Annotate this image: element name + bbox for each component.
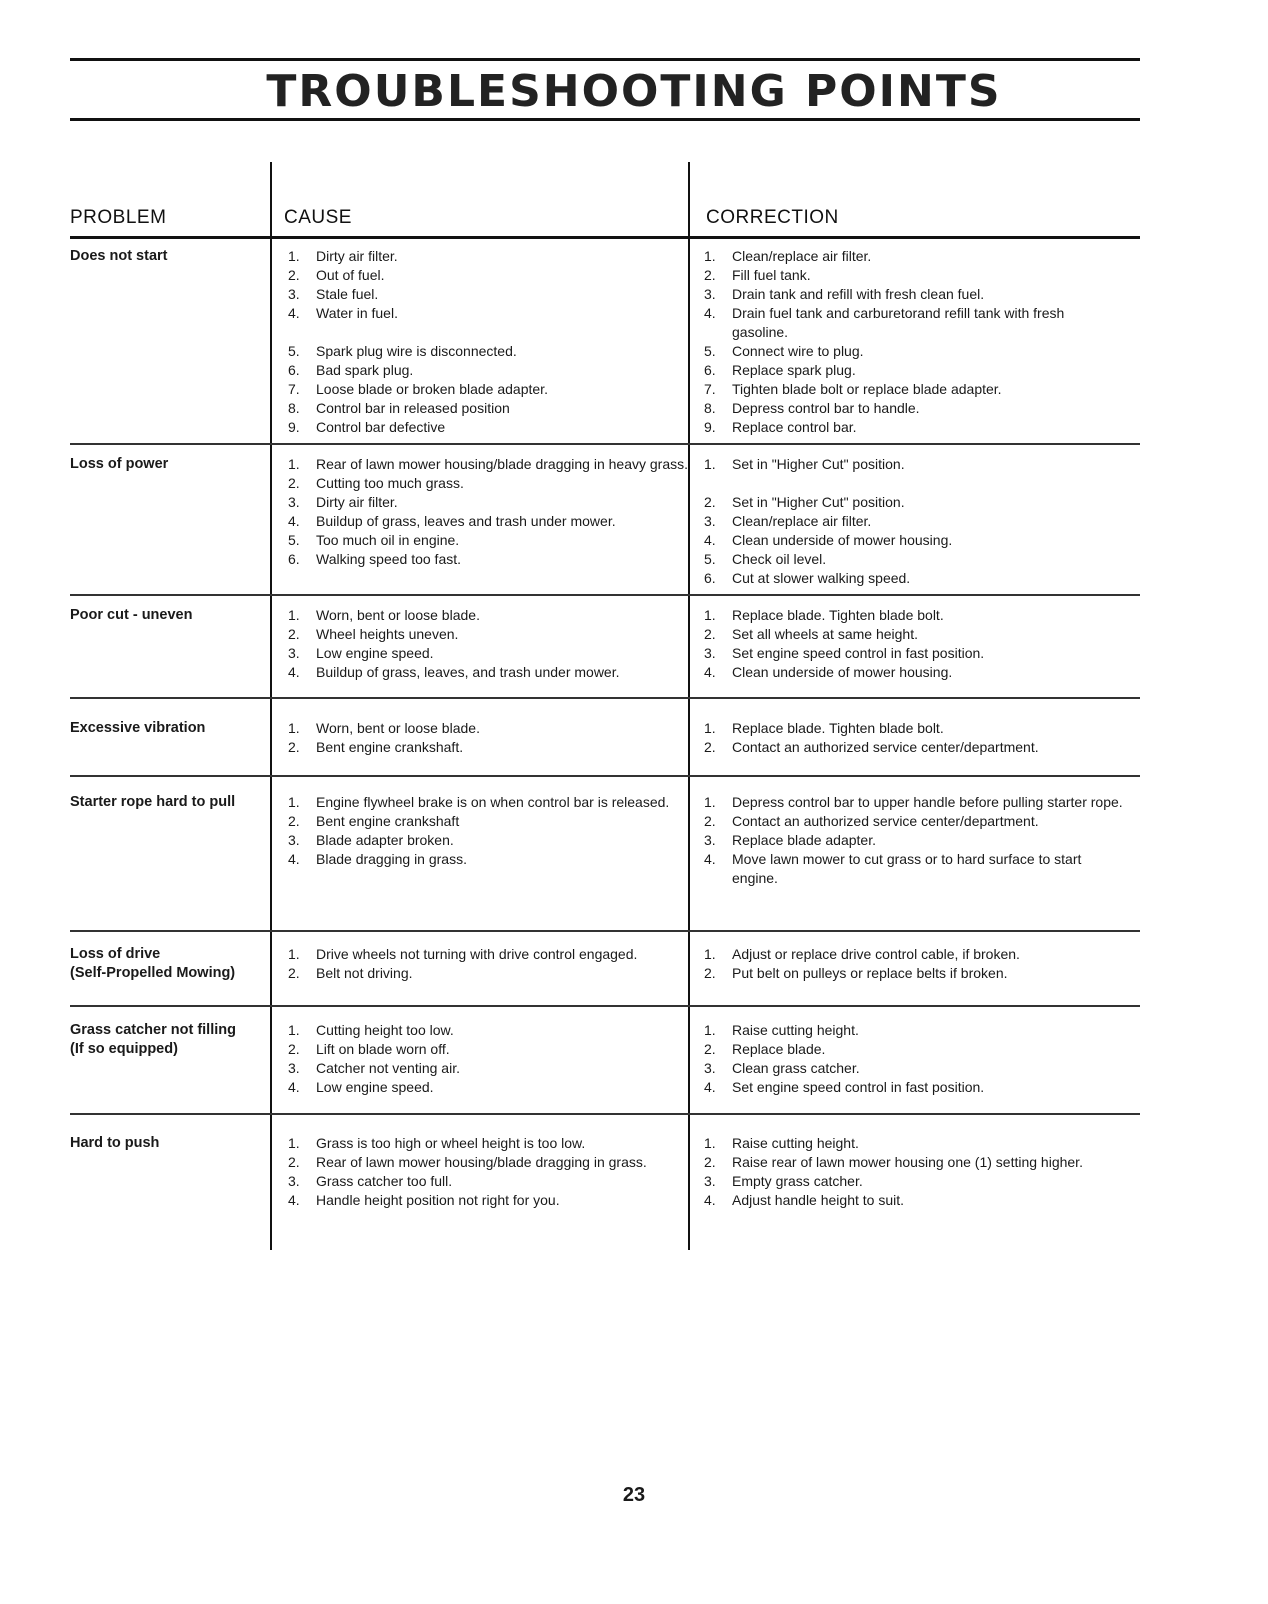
cause-list — [288, 455, 688, 569]
item-text: Depress control bar to upper handle before pulling starter rope. — [732, 794, 1123, 810]
item-text: Move lawn mower to cut grass or to hard surface to start engine. — [732, 851, 1082, 886]
page-number: 23 — [622, 1484, 646, 1506]
correction-item — [704, 1191, 1124, 1210]
cause-item — [288, 1153, 688, 1172]
column-divider-correction — [688, 162, 690, 1250]
item-text: Replace blade. Tighten blade bolt. — [732, 720, 944, 736]
item-text: Drain tank and refill with fresh clean fuel. — [732, 286, 985, 302]
item-number: 1. — [288, 946, 300, 962]
cause-item — [288, 266, 688, 285]
cause-item — [288, 512, 688, 531]
correction-item — [704, 831, 1124, 850]
item-number: 1. — [704, 607, 716, 623]
item-number: 2. — [288, 813, 300, 829]
cause-list — [288, 247, 688, 437]
item-text: Contact an authorized service center/department. — [732, 813, 1039, 829]
item-number: 2. — [704, 813, 716, 829]
item-number: 3. — [288, 1173, 300, 1189]
cause-item — [288, 625, 688, 644]
cause-item — [288, 812, 688, 831]
cause-item — [288, 1021, 688, 1040]
item-text: Set in "Higher Cut" position. — [732, 494, 905, 510]
item-number: 1. — [288, 1022, 300, 1038]
correction-item — [704, 1078, 1124, 1097]
cause-item — [288, 964, 688, 983]
item-number: 4. — [288, 513, 300, 529]
item-number: 4. — [288, 664, 300, 680]
item-text: Lift on blade worn off. — [316, 1041, 450, 1057]
item-number: 4. — [288, 1079, 300, 1095]
cause-item — [288, 644, 688, 663]
cause-item — [288, 531, 688, 550]
item-number: 3. — [288, 286, 300, 302]
item-number: 5. — [704, 551, 716, 567]
column-divider-cause — [270, 162, 272, 1250]
cause-item — [288, 285, 688, 304]
item-text: Blade adapter broken. — [316, 832, 454, 848]
item-text: Fill fuel tank. — [732, 267, 811, 283]
item-number: 4. — [288, 305, 300, 321]
item-number: 2. — [704, 739, 716, 755]
item-text: Replace blade adapter. — [732, 832, 876, 848]
item-number: 4. — [704, 664, 716, 680]
item-text: Put belt on pulleys or replace belts if broken. — [732, 965, 1008, 981]
item-number: 6. — [288, 362, 300, 378]
item-text: Drive wheels not turning with drive control engaged. — [316, 946, 638, 962]
item-text: Control bar defective — [316, 419, 446, 435]
item-number: 2. — [288, 739, 300, 755]
correction-item — [704, 1021, 1124, 1040]
item-number: 1. — [704, 456, 716, 472]
item-number: 4. — [704, 532, 716, 548]
cause-item — [288, 663, 688, 682]
item-text: Control bar in released position — [316, 400, 510, 416]
header-correction: CORRECTION — [706, 207, 839, 228]
item-number: 9. — [288, 419, 300, 435]
item-number: 2. — [288, 1154, 300, 1170]
header-rule — [70, 236, 1140, 239]
item-text: Dirty air filter. — [316, 248, 398, 264]
cause-list — [288, 1021, 688, 1097]
top-rule — [70, 58, 1140, 61]
item-text: Raise cutting height. — [732, 1135, 859, 1151]
cause-item — [288, 304, 688, 342]
correction-item — [704, 399, 1124, 418]
correction-item — [704, 1153, 1124, 1172]
page-title: TROUBLESHOOTING POINTS — [266, 66, 1002, 117]
cause-item — [288, 719, 688, 738]
cause-item — [288, 1191, 688, 1210]
item-number: 7. — [288, 381, 300, 397]
cause-list — [288, 606, 688, 682]
item-text: Spark plug wire is disconnected. — [316, 343, 517, 359]
correction-item — [704, 531, 1124, 550]
item-number: 3. — [288, 1060, 300, 1076]
row-separator — [70, 443, 1140, 445]
item-text: Cutting height too low. — [316, 1022, 454, 1038]
item-number: 2. — [288, 475, 300, 491]
item-text: Cut at slower walking speed. — [732, 570, 911, 586]
item-number: 6. — [704, 570, 716, 586]
cause-item — [288, 1078, 688, 1097]
header-cause: CAUSE — [284, 207, 352, 228]
item-text: Blade dragging in grass. — [316, 851, 467, 867]
cause-item — [288, 474, 688, 493]
item-number: 7. — [704, 381, 716, 397]
item-text: Set engine speed control in fast position. — [732, 645, 985, 661]
item-text: Set all wheels at same height. — [732, 626, 918, 642]
item-number: 5. — [288, 343, 300, 359]
item-number: 3. — [704, 513, 716, 529]
item-text: Handle height position not right for you. — [316, 1192, 560, 1208]
item-text: Rear of lawn mower housing/blade dragging in heavy grass. — [316, 456, 688, 472]
problem-label: Grass catcher not filling (If so equipped) — [70, 1022, 236, 1057]
cause-item — [288, 606, 688, 625]
item-text: Bent engine crankshaft — [316, 813, 460, 829]
item-number: 3. — [704, 645, 716, 661]
item-number: 2. — [288, 965, 300, 981]
correction-item — [704, 812, 1124, 831]
item-number: 1. — [704, 1135, 716, 1151]
correction-item — [704, 1172, 1124, 1191]
item-text: Clean/replace air filter. — [732, 248, 872, 264]
item-text: Clean underside of mower housing. — [732, 532, 953, 548]
item-text: Depress control bar to handle. — [732, 400, 920, 416]
correction-item — [704, 1134, 1124, 1153]
cause-item — [288, 793, 688, 812]
correction-item — [704, 512, 1124, 531]
item-text: Replace control bar. — [732, 419, 857, 435]
cause-item — [288, 945, 688, 964]
cause-list — [288, 1134, 688, 1210]
item-text: Walking speed too fast. — [316, 551, 462, 567]
correction-item — [704, 342, 1124, 361]
correction-item — [704, 455, 1124, 493]
item-text: Connect wire to plug. — [732, 343, 864, 359]
item-number: 4. — [288, 851, 300, 867]
cause-item — [288, 831, 688, 850]
header-problem: PROBLEM — [70, 207, 167, 228]
item-number: 4. — [704, 1192, 716, 1208]
item-text: Buildup of grass, leaves and trash under mower. — [316, 513, 616, 529]
row-separator — [70, 775, 1140, 777]
item-number: 3. — [704, 286, 716, 302]
row-separator — [70, 930, 1140, 932]
item-number: 2. — [288, 1041, 300, 1057]
cause-item — [288, 455, 688, 474]
item-text: Buildup of grass, leaves, and trash under mower. — [316, 664, 620, 680]
cause-item — [288, 418, 688, 437]
correction-item — [704, 266, 1124, 285]
item-text: Rear of lawn mower housing/blade dragging in grass. — [316, 1154, 647, 1170]
correction-item — [704, 606, 1124, 625]
row-separator — [70, 594, 1140, 596]
item-number: 3. — [288, 832, 300, 848]
item-number: 2. — [704, 1041, 716, 1057]
item-number: 5. — [288, 532, 300, 548]
item-number: 4. — [288, 1192, 300, 1208]
correction-item — [704, 1059, 1124, 1078]
cause-item — [288, 380, 688, 399]
item-text: Bad spark plug. — [316, 362, 414, 378]
problem-label: Starter rope hard to pull — [70, 794, 236, 810]
item-text: Raise cutting height. — [732, 1022, 859, 1038]
item-text: Replace blade. Tighten blade bolt. — [732, 607, 944, 623]
item-text: Raise rear of lawn mower housing one (1) setting higher. — [732, 1154, 1083, 1170]
item-text: Drain fuel tank and carburetorand refill tank with fresh gasoline. — [732, 305, 1065, 340]
item-number: 2. — [288, 267, 300, 283]
correction-item — [704, 304, 1124, 342]
cause-item — [288, 1134, 688, 1153]
item-number: 1. — [288, 1135, 300, 1151]
item-text: Loose blade or broken blade adapter. — [316, 381, 548, 397]
item-number: 2. — [288, 626, 300, 642]
problem-label: Does not start — [70, 248, 168, 264]
correction-list — [704, 455, 1124, 588]
item-number: 4. — [704, 305, 716, 321]
cause-list — [288, 793, 688, 869]
item-text: Empty grass catcher. — [732, 1173, 863, 1189]
item-text: Set in "Higher Cut" position. — [732, 456, 905, 472]
item-text: Catcher not venting air. — [316, 1060, 460, 1076]
item-text: Engine flywheel brake is on when control bar is released. — [316, 794, 670, 810]
item-text: Wheel heights uneven. — [316, 626, 459, 642]
item-number: 3. — [704, 1173, 716, 1189]
cause-item — [288, 493, 688, 512]
cause-item — [288, 1040, 688, 1059]
row-separator — [70, 1005, 1140, 1007]
correction-list — [704, 1134, 1124, 1210]
correction-item — [704, 569, 1124, 588]
correction-list — [704, 945, 1124, 983]
item-text: Bent engine crankshaft. — [316, 739, 464, 755]
correction-list — [704, 247, 1124, 437]
correction-item — [704, 663, 1124, 682]
correction-list — [704, 719, 1124, 757]
item-number: 2. — [704, 494, 716, 510]
problem-label: Excessive vibration — [70, 720, 206, 736]
problem-label: Loss of power — [70, 456, 169, 472]
item-text: Adjust or replace drive control cable, if broken. — [732, 946, 1020, 962]
item-number: 4. — [704, 851, 716, 867]
cause-item — [288, 850, 688, 869]
correction-item — [704, 964, 1124, 983]
item-text: Set engine speed control in fast position. — [732, 1079, 985, 1095]
item-text: Contact an authorized service center/department. — [732, 739, 1039, 755]
item-text: Grass is too high or wheel height is too low. — [316, 1135, 586, 1151]
item-text: Clean underside of mower housing. — [732, 664, 953, 680]
item-number: 6. — [704, 362, 716, 378]
item-text: Dirty air filter. — [316, 494, 398, 510]
cause-item — [288, 342, 688, 361]
correction-list — [704, 606, 1124, 682]
item-text: Clean grass catcher. — [732, 1060, 860, 1076]
correction-list — [704, 793, 1124, 888]
item-number: 1. — [288, 456, 300, 472]
item-number: 1. — [288, 720, 300, 736]
cause-item — [288, 1172, 688, 1191]
correction-item — [704, 719, 1124, 738]
item-number: 6. — [288, 551, 300, 567]
cause-item — [288, 1059, 688, 1078]
item-number: 2. — [704, 626, 716, 642]
item-number: 3. — [704, 832, 716, 848]
item-number: 3. — [704, 1060, 716, 1076]
item-number: 9. — [704, 419, 716, 435]
item-number: 1. — [704, 248, 716, 264]
problem-label: Poor cut - uneven — [70, 607, 193, 623]
item-text: Tighten blade bolt or replace blade adapter. — [732, 381, 1002, 397]
cause-item — [288, 361, 688, 380]
item-number: 4. — [704, 1079, 716, 1095]
cause-item — [288, 399, 688, 418]
item-text: Adjust handle height to suit. — [732, 1192, 905, 1208]
item-number: 2. — [704, 965, 716, 981]
item-number: 2. — [704, 1154, 716, 1170]
correction-item — [704, 380, 1124, 399]
item-text: Too much oil in engine. — [316, 532, 460, 548]
cause-list — [288, 945, 688, 983]
item-number: 8. — [704, 400, 716, 416]
item-text: Cutting too much grass. — [316, 475, 464, 491]
correction-item — [704, 850, 1124, 888]
item-number: 8. — [288, 400, 300, 416]
correction-item — [704, 793, 1124, 812]
title-underline — [70, 118, 1140, 121]
item-number: 1. — [288, 794, 300, 810]
item-number: 1. — [288, 607, 300, 623]
item-text: Worn, bent or loose blade. — [316, 720, 480, 736]
correction-item — [704, 285, 1124, 304]
item-number: 1. — [704, 794, 716, 810]
row-separator — [70, 697, 1140, 699]
item-text: Replace blade. — [732, 1041, 826, 1057]
item-text: Belt not driving. — [316, 965, 413, 981]
correction-item — [704, 418, 1124, 437]
correction-item — [704, 493, 1124, 512]
item-text: Check oil level. — [732, 551, 827, 567]
item-number: 1. — [288, 248, 300, 264]
item-text: Worn, bent or loose blade. — [316, 607, 480, 623]
cause-list — [288, 719, 688, 757]
correction-item — [704, 550, 1124, 569]
item-number: 1. — [704, 1022, 716, 1038]
correction-item — [704, 1040, 1124, 1059]
item-text: Out of fuel. — [316, 267, 385, 283]
correction-item — [704, 625, 1124, 644]
cause-item — [288, 550, 688, 569]
item-text: Low engine speed. — [316, 645, 434, 661]
item-text: Replace spark plug. — [732, 362, 856, 378]
item-text: Low engine speed. — [316, 1079, 434, 1095]
problem-label: Loss of drive (Self-Propelled Mowing) — [70, 946, 236, 981]
item-number: 1. — [704, 946, 716, 962]
item-number: 2. — [704, 267, 716, 283]
problem-label: Hard to push — [70, 1135, 160, 1151]
item-text: Stale fuel. — [316, 286, 379, 302]
correction-item — [704, 644, 1124, 663]
item-text: Grass catcher too full. — [316, 1173, 453, 1189]
item-number: 1. — [704, 720, 716, 736]
correction-list — [704, 1021, 1124, 1097]
cause-item — [288, 247, 688, 266]
item-number: 5. — [704, 343, 716, 359]
item-text: Water in fuel. — [316, 305, 398, 321]
correction-item — [704, 945, 1124, 964]
cause-item — [288, 738, 688, 757]
item-number: 3. — [288, 645, 300, 661]
correction-item — [704, 738, 1124, 757]
item-text: Clean/replace air filter. — [732, 513, 872, 529]
correction-item — [704, 247, 1124, 266]
correction-item — [704, 361, 1124, 380]
row-separator — [70, 1113, 1140, 1115]
item-number: 3. — [288, 494, 300, 510]
